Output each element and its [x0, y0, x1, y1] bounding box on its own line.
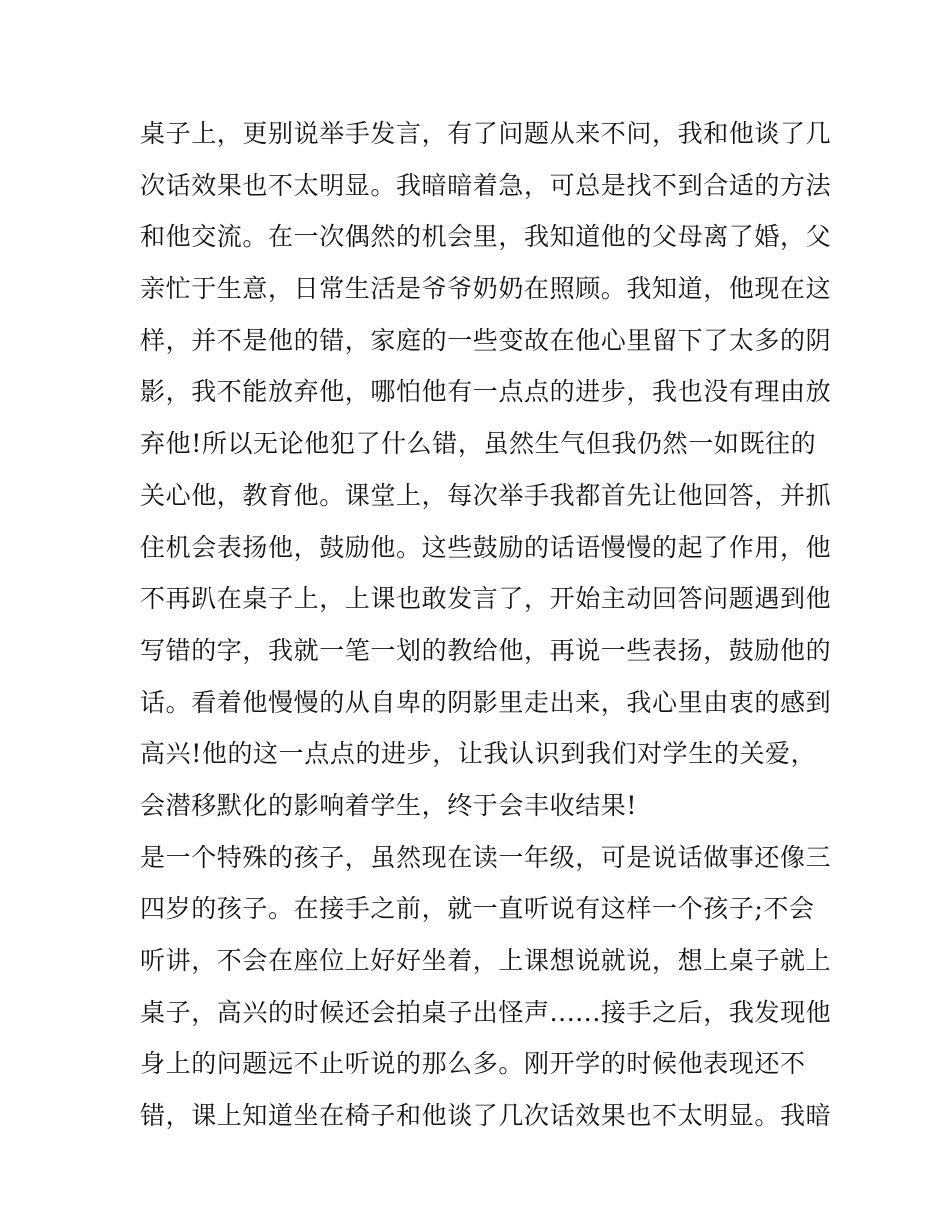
text-line: 身上的问题远不止听说的那么多。刚开学的时候他表现还不 — [140, 1049, 806, 1079]
text-line: 是一个特殊的孩子，虽然现在读一年级，可是说话做事还像三 — [140, 842, 832, 872]
text-line: 弃他!所以无论他犯了什么错，虽然生气但我仍然一如既往的 — [140, 429, 817, 459]
text-line: 影，我不能放弃他，哪怕他有一点点的进步，我也没有理由放 — [140, 377, 832, 407]
text-line: 四岁的孩子。在接手之前，就一直听说有这样一个孩子;不会 — [140, 894, 815, 924]
text-line: 写错的字，我就一笔一划的教给他，再说一些表扬，鼓励他的 — [140, 635, 832, 665]
text-line: 住机会表扬他，鼓励他。这些鼓励的话语慢慢的起了作用，他 — [140, 532, 832, 562]
text-line: 不再趴在桌子上，上课也敢发言了，开始主动回答问题遇到他 — [140, 584, 832, 614]
document-body — [140, 108, 832, 1142]
text-line: 关心他，教育他。课堂上，每次举手我都首先让他回答，并抓 — [140, 480, 832, 510]
text-line: 和他交流。在一次偶然的机会里，我知道他的父母离了婚，父 — [140, 222, 832, 252]
text-line: 话。看着他慢慢的从自卑的阴影里走出来，我心里由衷的感到 — [140, 687, 832, 717]
text-line: 高兴!他的这一点点的进步，让我认识到我们对学生的关爱， — [140, 739, 817, 769]
text-line: 错，课上知道坐在椅子和他谈了几次话效果也不太明显。我暗 — [140, 1101, 832, 1131]
text-line: 听讲，不会在座位上好好坐着，上课想说就说，想上桌子就上 — [140, 946, 832, 975]
text-line: 桌子上，更别说举手发言，有了问题从来不问，我和他谈了几 — [140, 119, 832, 148]
text-line: 会潜移默化的影响着学生，终于会丰收结果! — [140, 790, 638, 820]
text-line: 次话效果也不太明显。我暗暗着急，可总是找不到合适的方法 — [140, 170, 832, 200]
text-line: 桌子，高兴的时候还会拍桌子出怪声......接手之后，我发现他 — [140, 997, 832, 1027]
text-line: 样，并不是他的错，家庭的一些变故在他心里留下了太多的阴 — [140, 325, 832, 355]
text-line: 亲忙于生意，日常生活是爷爷奶奶在照顾。我知道，他现在这 — [140, 274, 832, 304]
